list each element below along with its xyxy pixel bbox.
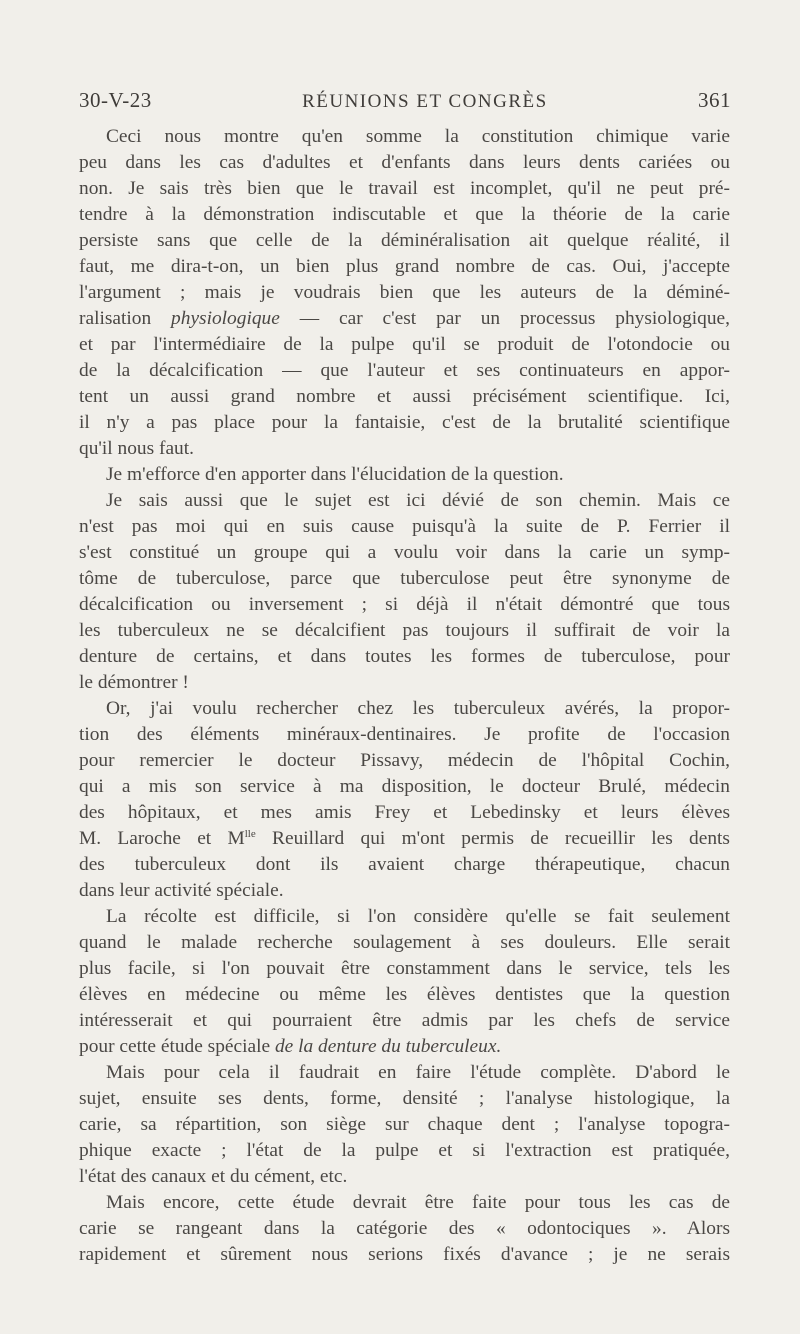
paragraph <box>79 1060 730 1190</box>
text-line: non. Je sais très bien que le travail est incomplet, qu'il ne peut pré- <box>79 178 730 199</box>
paragraph <box>79 696 730 904</box>
paragraph <box>79 462 730 488</box>
text-line: des tuberculeux dont ils avaient charge thérapeutique, chacun <box>79 854 730 875</box>
text-line <box>79 306 730 332</box>
text-line: n'est pas moi qui en suis cause puisqu'à la suite de P. Ferrier il <box>79 516 730 537</box>
text-line: peu dans les cas d'adultes et d'enfants dans leurs dents cariées ou <box>79 152 730 173</box>
text-fragment: Reuillard qui m'ont permis de recueillir les dents <box>255 828 730 849</box>
text-line: quand le malade recherche soulagement à ses douleurs. Elle serait <box>79 932 730 953</box>
text-line: intéresserait et qui pourraient être admis par les chefs de service <box>79 1010 730 1031</box>
italic-term: physiologique <box>171 308 280 329</box>
text-line: l'argument ; mais je voudrais bien que les auteurs de la déminé- <box>79 282 730 303</box>
paragraph <box>79 1190 730 1268</box>
text-line: carie, sa répartition, son siège sur chaque dent ; l'analyse topogra- <box>79 1114 730 1135</box>
text-line: élèves en médecine ou même les élèves dentistes que la question <box>79 984 730 1005</box>
text-fragment: pour cette étude spéciale <box>79 1036 275 1057</box>
text-line: et par l'intermédiaire de la pulpe qu'il se produit de l'otondocie ou <box>79 334 730 355</box>
text-line <box>79 826 730 852</box>
text-line: persiste sans que celle de la déminéralisation ait quelque réalité, il <box>79 230 730 251</box>
text-line: faut, me dira-t-on, un bien plus grand nombre de cas. Oui, j'accepte <box>79 256 730 277</box>
text-line: tendre à la démonstration indiscutable et que la théorie de la carie <box>79 204 730 225</box>
text-line: Ceci nous montre qu'en somme la constitution chimique varie <box>106 126 730 147</box>
text-line: rapidement et sûrement nous serions fixés d'avance ; je ne serais <box>79 1244 730 1265</box>
text-line: denture de certains, et dans toutes les formes de tuberculose, pour <box>79 646 730 667</box>
text-line: qu'il nous faut. <box>79 438 194 459</box>
text-line: tôme de tuberculose, parce que tuberculose peut être synonyme de <box>79 568 730 589</box>
paragraph <box>79 124 730 462</box>
text-line: il n'y a pas place pour la fantaisie, c'est de la brutalité scientifique <box>79 412 730 433</box>
text-line: l'état des canaux et du cément, etc. <box>79 1166 348 1187</box>
text-line: s'est constitué un groupe qui a voulu voir dans la carie un symp- <box>79 542 730 563</box>
italic-term: de la denture du tuberculeux. <box>274 1036 502 1057</box>
text-line: tion des éléments minéraux-dentinaires. Je profite de l'occasion <box>79 724 730 745</box>
text-line: plus facile, si l'on pouvait être constamment dans le service, tels les <box>79 958 730 979</box>
text-line: décalcification ou inversement ; si déjà il n'était démontré que tous <box>79 594 730 615</box>
text-fragment: ralisation <box>79 308 172 329</box>
text-line: La récolte est difficile, si l'on considère qu'elle se fait seulement <box>106 906 730 927</box>
text-fragment: — car c'est par un processus physiologique, <box>279 308 730 329</box>
header-date: 30-V-23 <box>79 88 152 112</box>
text-line: Je m'efforce d'en apporter dans l'élucidation de la question. <box>106 464 564 485</box>
text-line: sujet, ensuite ses dents, forme, densité ; l'analyse histologique, la <box>79 1088 730 1109</box>
text-line: le démontrer ! <box>79 672 189 693</box>
text-line: Or, j'ai voulu rechercher chez les tuberculeux avérés, la propor- <box>106 698 730 719</box>
paragraph <box>79 904 730 1060</box>
text-line: Mais pour cela il faudrait en faire l'étude complète. D'abord le <box>106 1062 730 1083</box>
text-line: pour remercier le docteur Pissavy, médecin de l'hôpital Cochin, <box>79 750 730 771</box>
header-title: RÉUNIONS ET CONGRÈS <box>302 91 548 112</box>
text-line <box>79 1034 730 1060</box>
text-line: carie se rangeant dans la catégorie des « odontociques ». Alors <box>79 1218 730 1239</box>
body-text <box>79 124 730 1268</box>
text-fragment: M. Laroche et M <box>79 828 245 849</box>
text-line: des hôpitaux, et mes amis Frey et Lebedinsky et leurs élèves <box>79 802 730 823</box>
running-header <box>79 88 731 113</box>
text-line: qui a mis son service à ma disposition, le docteur Brulé, médecin <box>79 776 730 797</box>
text-line: Je sais aussi que le sujet est ici dévié de son chemin. Mais ce <box>106 490 730 511</box>
text-line: phique exacte ; l'état de la pulpe et si l'extraction est pratiquée, <box>79 1140 730 1161</box>
text-line: Mais encore, cette étude devrait être faite pour tous les cas de <box>106 1192 730 1213</box>
page-number: 361 <box>698 88 731 112</box>
text-line: de la décalcification — que l'auteur et ses continuateurs en appor- <box>79 360 730 381</box>
text-line: dans leur activité spéciale. <box>79 880 284 901</box>
superscript: lle <box>244 828 256 840</box>
text-line: tent un aussi grand nombre et aussi précisément scientifique. Ici, <box>79 386 730 407</box>
text-line: les tuberculeux ne se décalcifient pas toujours il suffirait de voir la <box>79 620 730 641</box>
paragraph <box>79 488 730 696</box>
